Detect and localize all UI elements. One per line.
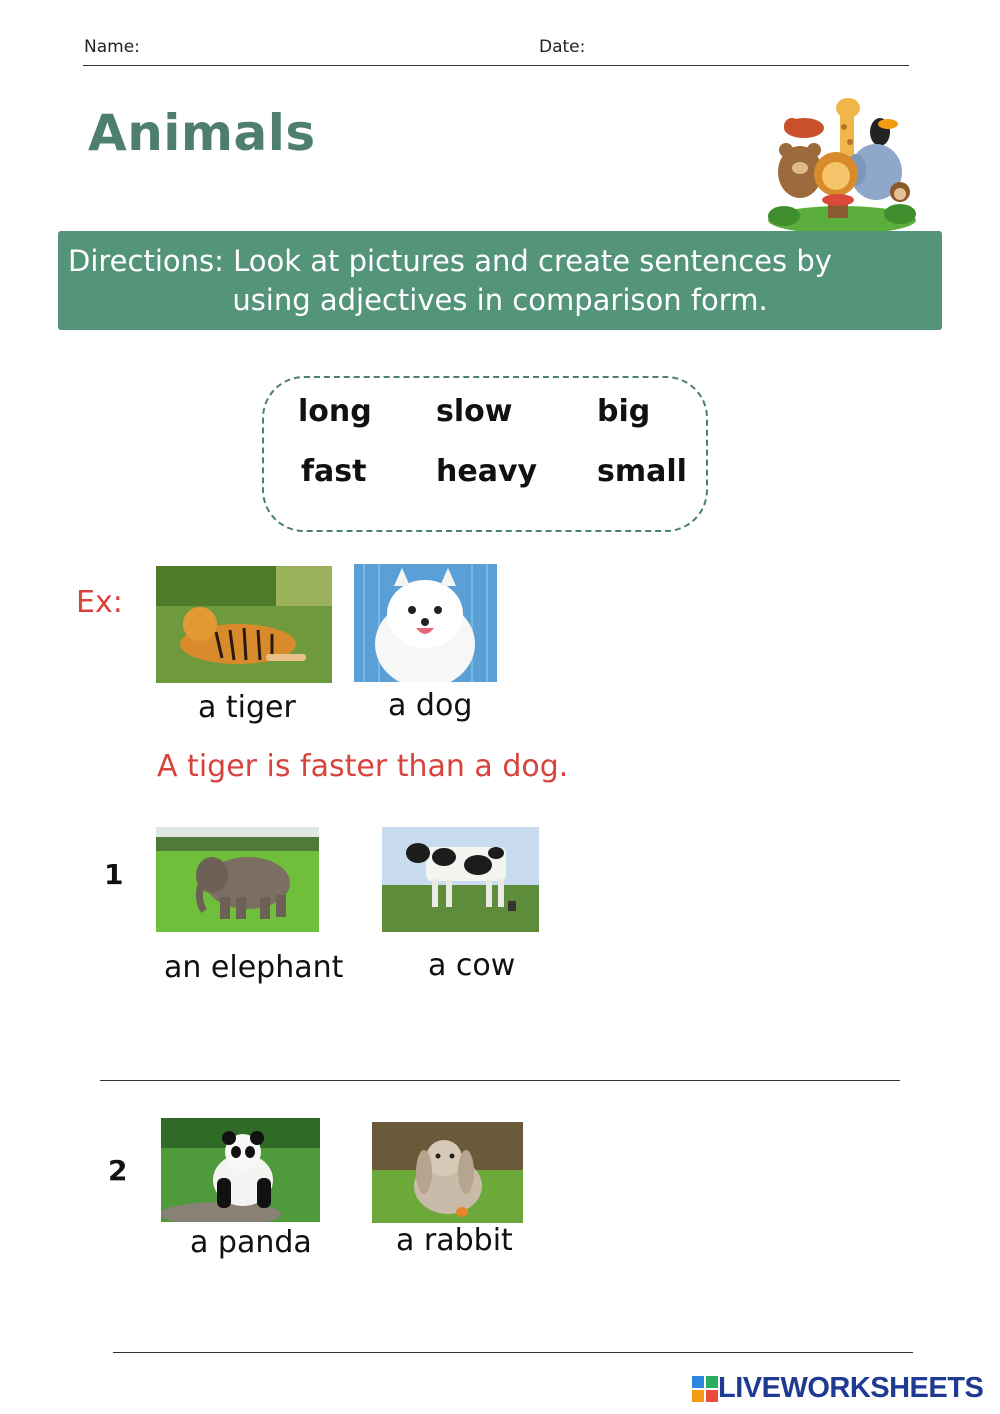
rabbit-photo	[372, 1122, 523, 1223]
directions-line-2: using adjectives in comparison form.	[232, 283, 768, 317]
cow-photo	[382, 827, 539, 932]
elephant-photo	[156, 827, 319, 932]
question-2-animal-a-caption: a panda	[190, 1225, 312, 1260]
answer-line-2[interactable]	[113, 1352, 913, 1353]
question-2-animal-b-caption: a rabbit	[396, 1223, 513, 1258]
example-animal-b-caption: a dog	[388, 688, 473, 723]
question-1-animal-a-caption: an elephant	[164, 950, 344, 985]
question-1-animal-b-caption: a cow	[428, 948, 516, 983]
word-bank-item: long	[298, 394, 372, 429]
example-sentence: A tiger is faster than a dog.	[157, 749, 569, 784]
dog-photo	[354, 564, 497, 682]
word-bank-item: small	[597, 454, 687, 489]
word-bank-item: heavy	[436, 454, 538, 489]
liveworksheets-logo-text: LIVEWORKSHEETS	[718, 1372, 984, 1404]
tiger-photo	[156, 566, 332, 683]
example-animal-a-caption: a tiger	[198, 690, 296, 725]
animals-clipart-image	[764, 92, 918, 236]
liveworksheets-logo-icon	[692, 1376, 718, 1402]
example-label: Ex:	[76, 585, 123, 620]
header-line	[83, 65, 909, 66]
answer-line-1[interactable]	[100, 1080, 900, 1081]
word-bank-item: big	[597, 394, 651, 429]
date-label: Date:	[539, 37, 586, 57]
name-label: Name:	[84, 37, 140, 57]
panda-photo	[161, 1118, 320, 1222]
page-title: Animals	[88, 104, 316, 162]
word-bank-item: fast	[301, 454, 367, 489]
word-bank-item: slow	[436, 394, 513, 429]
question-number: 1	[104, 858, 124, 891]
directions-line-1: Directions: Look at pictures and create sentences by	[68, 244, 832, 278]
question-number: 2	[108, 1154, 128, 1187]
directions-banner	[58, 231, 942, 330]
